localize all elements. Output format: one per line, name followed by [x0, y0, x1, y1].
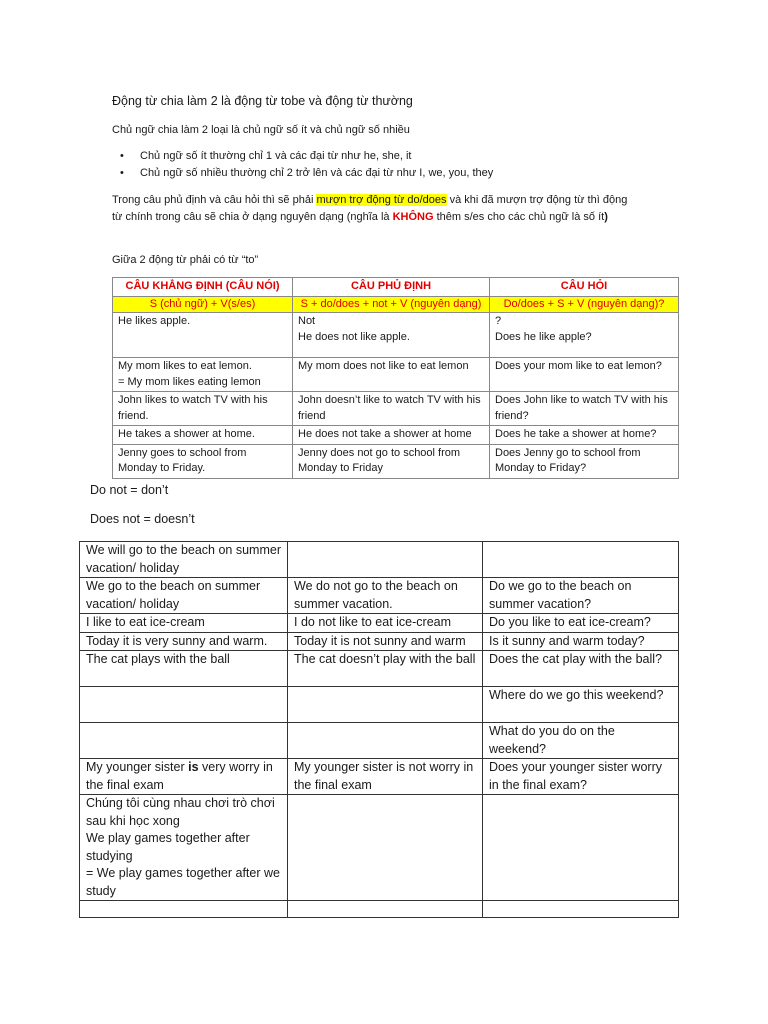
- table-cell: John likes to watch TV with his friend.: [113, 392, 293, 426]
- table-cell: Does the cat play with the ball?: [483, 651, 679, 687]
- table-cell: He takes a shower at home.: [113, 426, 293, 445]
- formula-row: [113, 296, 679, 313]
- exercise-row: [80, 651, 679, 687]
- exercise-row: [80, 542, 679, 578]
- grammar-row: [113, 392, 679, 426]
- table-cell: Is it sunny and warm today?: [483, 632, 679, 651]
- exercise-row: [80, 759, 679, 795]
- para-text: thêm s/es cho các chủ ngữ là số ít: [433, 211, 605, 223]
- table-cell: I like to eat ice-cream: [80, 614, 288, 633]
- table-cell: Where do we go this weekend?: [483, 687, 679, 723]
- exercise-row: [80, 723, 679, 759]
- table-cell: John doesn’t like to watch TV with his friend: [293, 392, 490, 426]
- table-cell: Does your mom like to eat lemon?: [490, 358, 679, 392]
- grammar-row: [113, 444, 679, 478]
- table-cell: Today it is not sunny and warm: [288, 632, 483, 651]
- contraction-does-not: Does not = doesn’t: [90, 512, 195, 526]
- table-cell: Does John like to watch TV with his friend?: [490, 392, 679, 426]
- table-cell: Chúng tôi cùng nhau chơi trò chơi sau khi học xong We play games together after studying = We play games together after we study: [80, 795, 288, 901]
- table-cell: We do not go to the beach on summer vacation.: [288, 578, 483, 614]
- exercise-table: [79, 541, 679, 918]
- table-cell: What do you do on the weekend?: [483, 723, 679, 759]
- table-cell: Jenny goes to school from Monday to Friday.: [113, 444, 293, 478]
- table-cell: [288, 687, 483, 723]
- table-cell: My mom does not like to eat lemon: [293, 358, 490, 392]
- table-cell: [483, 795, 679, 901]
- table-cell: Do you like to eat ice-cream?: [483, 614, 679, 633]
- table-cell: My younger sister is very worry in the final exam: [80, 759, 288, 795]
- exercise-row: [80, 901, 679, 918]
- grammar-row: [113, 313, 679, 358]
- table-cell: Jenny does not go to school from Monday to Friday: [293, 444, 490, 478]
- header-row: [113, 278, 679, 297]
- table-cell: The cat doesn’t play with the ball: [288, 651, 483, 687]
- exercise-row: [80, 578, 679, 614]
- bullet-item: • Chủ ngữ số ít thường chỉ 1 và các đại từ như he, she, it: [112, 148, 493, 165]
- bullet-item: • Chủ ngữ số nhiều thường chỉ 2 trở lên và các đại từ như I, we, you, they: [112, 165, 493, 182]
- highlighted-text: mượn trợ động từ do/does: [316, 194, 447, 206]
- formula-question: Do/does + S + V (nguyên dạng)?: [490, 296, 679, 313]
- emphasis-text: is: [188, 760, 199, 774]
- para-text: Trong câu phủ định và câu hỏi thì sẽ phải: [112, 194, 317, 206]
- table-cell: He does not take a shower at home: [293, 426, 490, 445]
- grammar-row: [113, 426, 679, 445]
- grammar-table: [112, 277, 679, 479]
- header-negative: CÂU PHỦ ĐỊNH: [293, 278, 490, 297]
- subject-note: Chủ ngữ chia làm 2 loại là chủ ngữ số ít và chủ ngữ số nhiều: [112, 124, 410, 136]
- exercise-row: [80, 632, 679, 651]
- header-affirmative: CÂU KHẲNG ĐỊNH (CÂU NÓI): [113, 278, 293, 297]
- table-cell: [288, 795, 483, 901]
- exercise-row: [80, 614, 679, 633]
- page-title: Động từ chia làm 2 là động từ tobe và động từ thường: [112, 94, 413, 108]
- table-cell: [483, 901, 679, 918]
- emphasis-text: KHÔNG: [392, 211, 434, 223]
- table-cell: [80, 723, 288, 759]
- table-cell: [80, 687, 288, 723]
- table-cell: My younger sister is not worry in the final exam: [288, 759, 483, 795]
- header-question: CÂU HỎI: [490, 278, 679, 297]
- to-note: Giữa 2 động từ phải có từ “to”: [112, 254, 259, 266]
- table-cell: Does he take a shower at home?: [490, 426, 679, 445]
- table-cell: Does Jenny go to school from Monday to Friday?: [490, 444, 679, 478]
- grammar-row: [113, 358, 679, 392]
- table-cell: We will go to the beach on summer vacation/ holiday: [80, 542, 288, 578]
- rule-paragraph: [112, 192, 632, 226]
- exercise-row: [80, 687, 679, 723]
- table-cell: I do not like to eat ice-cream: [288, 614, 483, 633]
- table-cell: [483, 542, 679, 578]
- contraction-do-not: Do not = don’t: [90, 483, 169, 497]
- table-cell: [288, 901, 483, 918]
- table-cell: My mom likes to eat lemon. = My mom likes eating lemon: [113, 358, 293, 392]
- table-cell: [288, 542, 483, 578]
- table-cell: Not He does not like apple.: [293, 313, 490, 358]
- table-cell: Does your younger sister worry in the final exam?: [483, 759, 679, 795]
- formula-affirmative: S (chủ ngữ) + V(s/es): [113, 296, 293, 313]
- table-cell: The cat plays with the ball: [80, 651, 288, 687]
- table-cell: [288, 723, 483, 759]
- table-cell: He likes apple.: [113, 313, 293, 358]
- table-cell: ? Does he like apple?: [490, 313, 679, 358]
- table-cell: Today it is very sunny and warm.: [80, 632, 288, 651]
- table-cell: Do we go to the beach on summer vacation?: [483, 578, 679, 614]
- para-text: ): [604, 211, 608, 223]
- exercise-row: [80, 795, 679, 901]
- table-cell: We go to the beach on summer vacation/ holiday: [80, 578, 288, 614]
- para-text: và khi đã mượn trợ động từ thì động từ chính trong câu sẽ chia ở dạng nguyên dạng (nghĩa là: [112, 194, 628, 223]
- formula-negative: S + do/does + not + V (nguyên dạng): [293, 296, 490, 313]
- table-cell: [80, 901, 288, 918]
- bullet-list: [112, 148, 493, 182]
